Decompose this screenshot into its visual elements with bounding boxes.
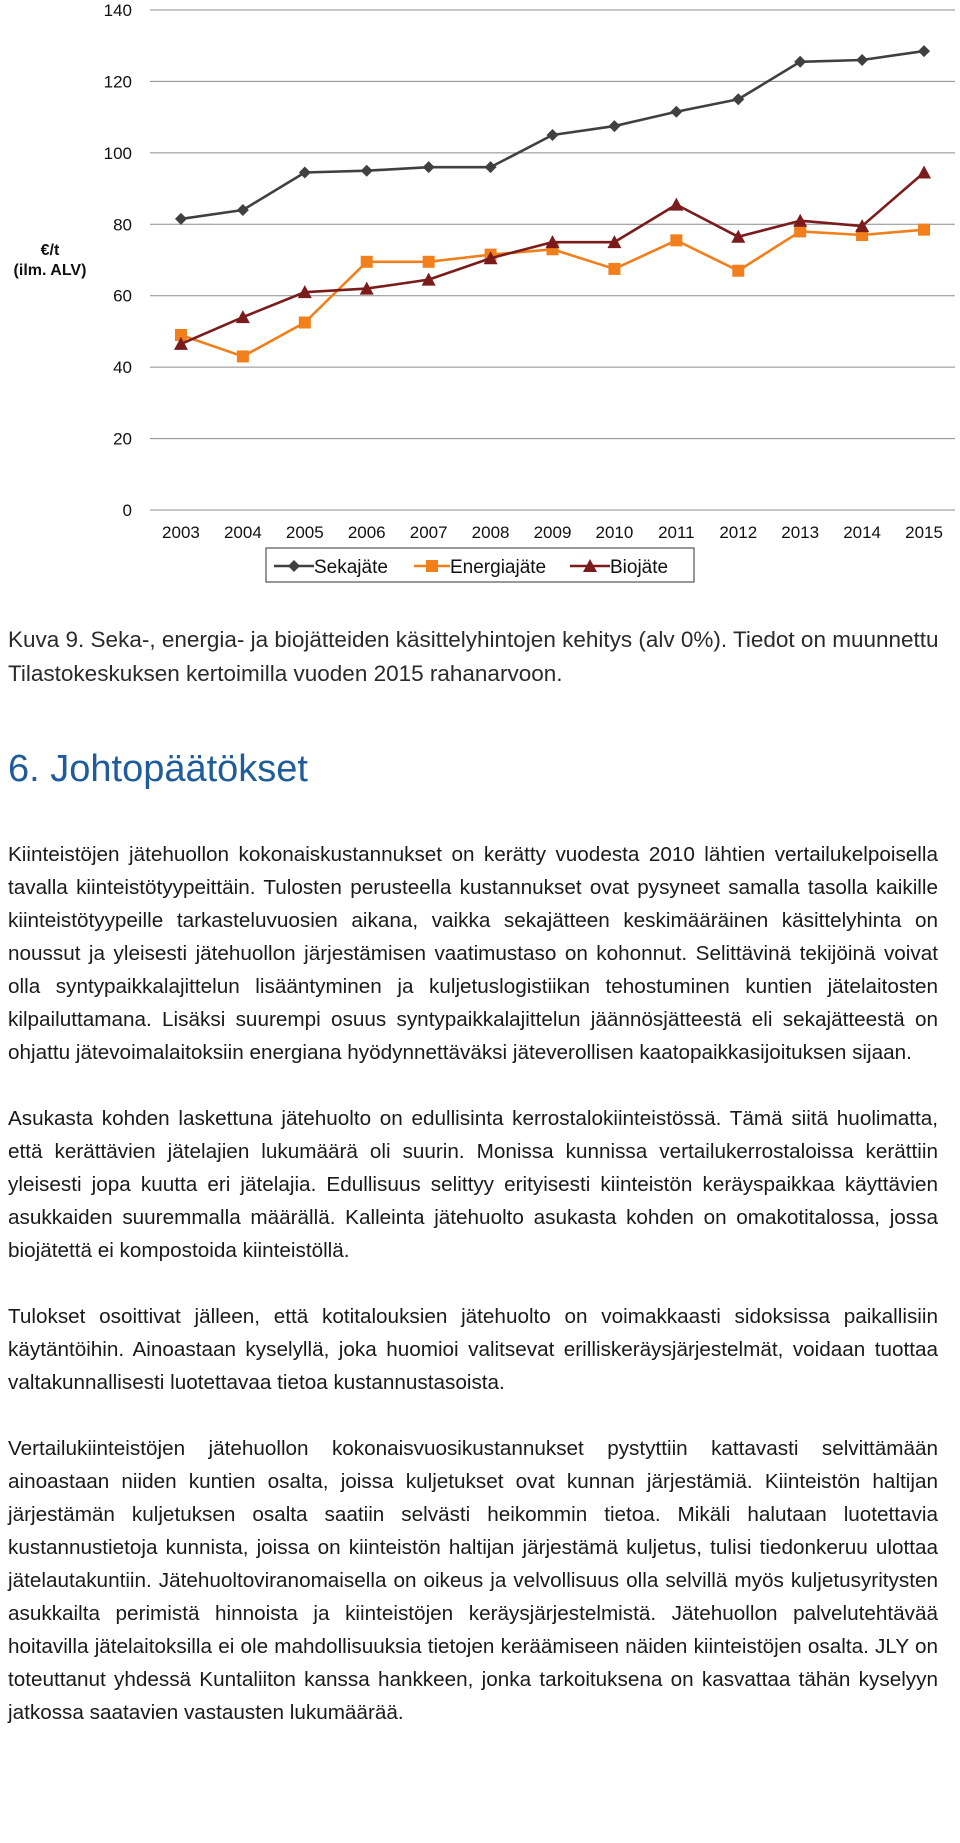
data-point-sekajate [732, 93, 744, 105]
x-tick-label: 2013 [781, 523, 820, 542]
paragraph-3: Tulokset osoittivat jälleen, että kotitalouksien jätehuolto on voimakkaasti sidoksissa paikallisiin käytäntöihin. Ainoastaan kyselyllä, joka huomioi valitsevat erilliskeräysjärjestelmät, voidaan tuottaa valtakunnallisesti luotettavaa tietoa kustannustasoista. [8, 1305, 938, 1394]
legend-marker-energiajate [426, 560, 438, 572]
data-point-energiajate [237, 350, 249, 362]
x-tick-label: 2005 [285, 523, 324, 542]
y-axis-label-line1: €/t [40, 242, 60, 259]
data-point-sekajate [361, 165, 373, 177]
data-point-energiajate [423, 256, 435, 268]
data-point-biojate [917, 166, 931, 179]
gridlines [150, 10, 955, 510]
paragraph-2: Asukasta kohden laskettuna jätehuolto on edullisinta kerrostalokiinteistössä. Tämä siitä huolimatta, että kerättävien jätelajien lukumäärä oli suurin. Monissa kunnissa vertailukerrostaloissa kerättiin yleisesti jopa kuutta eri jätelajia. Edullisuus selittyy erityisesti kiinteistön keräyspaikkaa käyttävien asukkaiden suuremmalla määrällä. Kalleinta jätehuolto asukasta kohden on omakotitalossa, jossa biojätettä ei kompostoida kiinteistöllä. [8, 1107, 938, 1262]
y-tick-label: 140 [103, 1, 132, 20]
data-point-biojate [236, 310, 250, 323]
x-tick-label: 2003 [162, 523, 200, 542]
data-point-energiajate [299, 317, 311, 329]
data-point-biojate [669, 198, 683, 211]
series-biojate [174, 166, 931, 350]
x-tick-label: 2007 [409, 523, 448, 542]
x-tick-label: 2014 [843, 523, 882, 542]
y-tick-label: 0 [122, 501, 132, 520]
data-point-sekajate [237, 204, 249, 216]
x-tick-label: 2015 [905, 523, 943, 542]
data-point-energiajate [794, 225, 806, 237]
body-text [8, 838, 938, 1762]
y-tick-label: 80 [113, 215, 132, 235]
x-tick-label: 2011 [658, 523, 695, 542]
data-point-sekajate [547, 129, 559, 141]
x-axis-ticks [162, 523, 943, 542]
data-point-energiajate [361, 256, 373, 268]
data-point-sekajate [175, 213, 187, 225]
legend [266, 548, 694, 582]
data-point-energiajate [670, 234, 682, 246]
y-tick-label: 60 [113, 286, 132, 306]
data-point-sekajate [423, 161, 435, 173]
y-tick-label: 120 [103, 72, 132, 92]
x-tick-label: 2008 [471, 523, 510, 542]
data-point-sekajate [299, 167, 311, 179]
paragraph-4: Vertailukiinteistöjen jätehuollon kokonaisvuosikustannukset pystyttiin kattavasti selvittämään ainoastaan niiden kuntien osalta, joissa kuljetukset ovat kunnan järjestämiä. Kiinteistön haltijan järjestämän kuljetuksen osalta saatiin selvästi heikommin tietoa. Mikäli halutaan luotettavia kustannustietoja kunnista, joissa on kiinteistön haltijan järjestämä kuljetus, tulisi tiedonkeruu ulottaa jätelautakuntiin. Jätehuoltoviranomaisella on oikeus ja velvollisuus olla selvillä myös kuljetusyritysten asukkailta perimistä hinnoista ja kiinteistöjen keräysjärjestelmistä. Jätehuollon palvelutehtävää hoitavilla jätelaitoksilla ei ole mahdollisuuksia tietojen keräämiseen näiden kiinteistöjen osalta. JLY on toteuttanut yhdessä Kuntaliiton kanssa hankkeen, jonka tarkoituksena on kasvattaa tähän kyselyyn jatkossa saatavien vastausten lukumäärää. [8, 1437, 938, 1724]
series-line-biojate [181, 173, 924, 344]
y-axis-ticks [104, 1, 132, 520]
y-tick-label: 20 [113, 429, 132, 449]
x-tick-label: 2006 [347, 523, 386, 542]
y-axis-label-line2: (ilm. ALV) [13, 262, 87, 279]
series-sekajate [175, 45, 930, 225]
section-heading: 6. Johtopäätökset [8, 748, 308, 790]
data-point-sekajate [608, 120, 620, 132]
series-group [174, 45, 931, 362]
x-tick-label: 2009 [533, 523, 572, 542]
paragraph-1: Kiinteistöjen jätehuollon kokonaiskustannukset on kerätty vuodesta 2010 lähtien vertailukelpoisella tavalla kiinteistötyypeittäin. Tulosten perusteella kustannukset ovat pysyneet samalla tasolla kaikille kiinteistötyypeille tarkasteluvuosien aikana, vaikka sekajätteen keskimääräinen käsittelyhinta on noussut ja yleisesti jätehuollon järjestämisen vaatimustaso on kohonnut. Selittävinä tekijöinä voivat olla syntypaikkalajittelun lisääntyminen ja kuljetuslogistiikan tehostuminen kuntien jätelaitosten kilpailuttamana. Lisäksi suurempi osuus syntypaikkalajittelun jäännösjätteestä eli sekajätteestä on ohjattu jätevoimalaitoksiin energiana hyödynnettäväksi jäteverollisen kaatopaikkasijoituksen sijaan. [8, 843, 938, 1064]
data-point-energiajate [918, 224, 930, 236]
data-point-sekajate [918, 45, 930, 57]
data-point-energiajate [608, 263, 620, 275]
y-tick-label: 40 [113, 358, 132, 378]
figure-caption: Kuva 9. Seka-, energia- ja biojätteiden käsittelyhintojen kehitys (alv 0%). Tiedot on muunnettu Tilastokeskuksen kertoimilla vuoden 2015 rahanarvoon. [8, 627, 939, 686]
price-trend-chart [0, 0, 960, 590]
data-point-sekajate [794, 56, 806, 68]
x-tick-label: 2004 [223, 523, 262, 542]
x-tick-label: 2010 [595, 523, 634, 542]
legend-label-sekajate: Sekajäte [314, 557, 388, 578]
data-point-sekajate [670, 106, 682, 118]
data-point-energiajate [732, 265, 744, 277]
x-tick-label: 2012 [719, 523, 758, 542]
legend-label-energiajate: Energiajäte [450, 557, 547, 578]
data-point-sekajate [856, 54, 868, 66]
legend-label-biojate: Biojäte [610, 557, 669, 578]
data-point-sekajate [485, 161, 497, 173]
y-tick-label: 100 [103, 143, 132, 163]
